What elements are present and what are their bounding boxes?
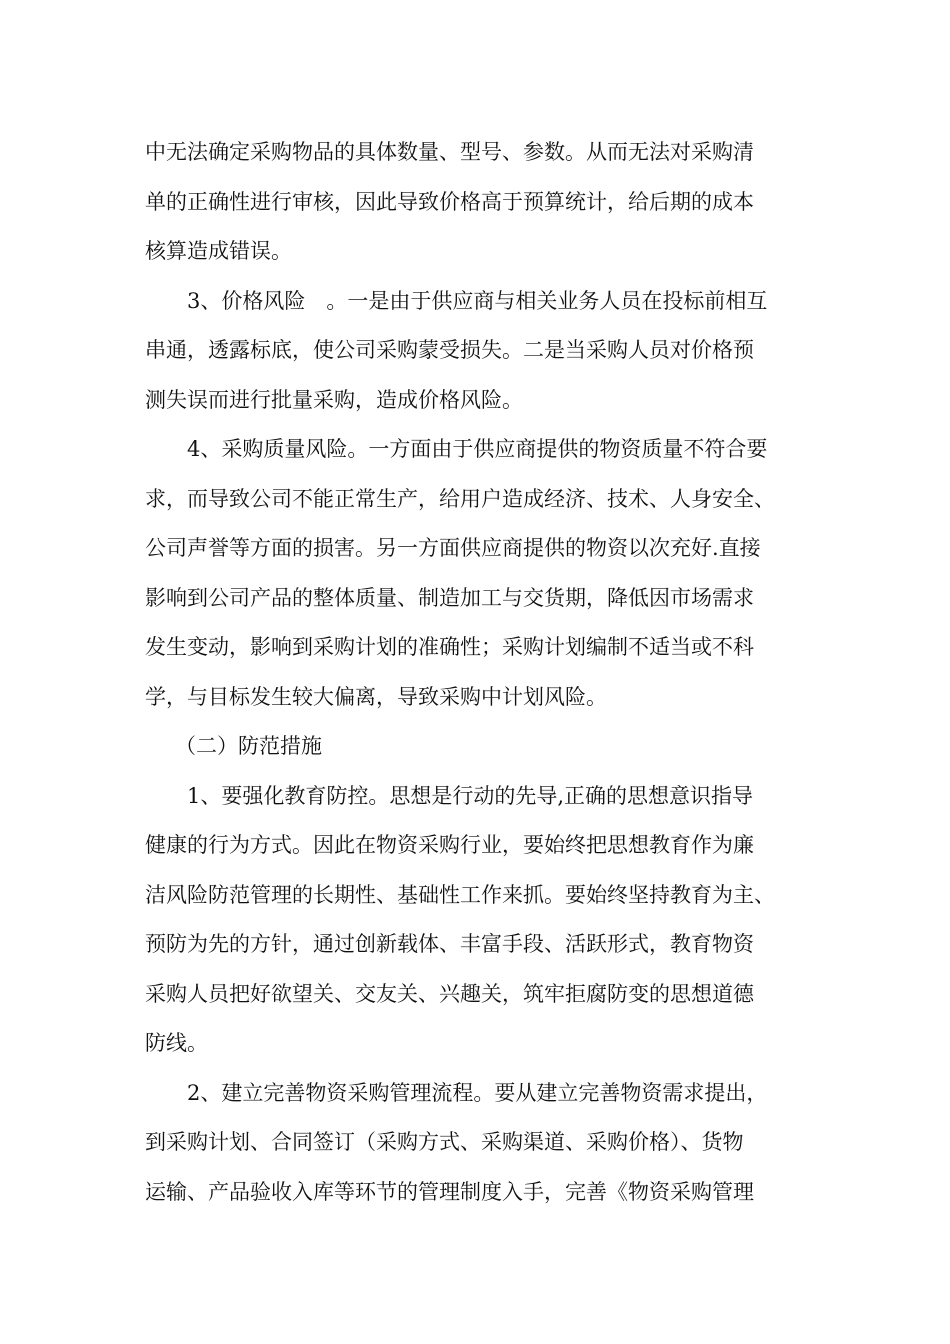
text-line: 运输、产品验收入库等环节的管理制度入手，完善《物资采购管理 (145, 1179, 754, 1204)
text-line: 4、采购质量风险。一方面由于供应商提供的物资质量不符合要 (187, 437, 768, 461)
section-heading (145, 722, 827, 772)
paragraph-procurement-process (145, 1069, 827, 1218)
text-line: 预防为先的方针，通过创新载体、丰富手段、活跃形式，教育物资 (145, 932, 754, 956)
paragraph-quality-risk (145, 425, 827, 722)
text-line: 测失误而进行批量采购，造成价格风险。 (145, 387, 523, 412)
text-line: 3、价格风险 。一是由于供应商与相关业务人员在投标前相互 (187, 288, 768, 313)
body-text (145, 128, 827, 1217)
text-line: 串通，透露标底，使公司采购蒙受损失。二是当采购人员对价格预 (145, 338, 754, 362)
text-line: 健康的行为方式。因此在物资采购行业，要始终把思想教育作为廉 (145, 833, 754, 857)
text-line: 到采购计划、合同签订（采购方式、采购渠道、采购价格）、货物 (145, 1130, 744, 1154)
text-line: 单的正确性进行审核，因此导致价格高于预算统计，给后期的成本 (145, 189, 754, 214)
paragraph-continuation (145, 128, 827, 277)
text-line: 洁风险防范管理的长期性、基础性工作来抓。要始终坚持教育为主、 (145, 882, 775, 907)
text-line: 2、建立完善物资采购管理流程。要从建立完善物资需求提出， (187, 1080, 768, 1105)
text-line: 影响到公司产品的整体质量、制造加工与交货期，降低因市场需求 (145, 585, 754, 610)
paragraph-education (145, 772, 827, 1069)
text-line: 核算造成错误。 (145, 239, 292, 263)
text-line: 公司声誉等方面的损害。另一方面供应商提供的物资以次充好.直接 (145, 536, 761, 560)
text-line: 学，与目标发生较大偏离，导致采购中计划风险。 (145, 684, 607, 709)
heading-line: （二）防范措施 (175, 734, 322, 758)
paragraph-price-risk (145, 277, 827, 426)
text-line: 发生变动，影响到采购计划的准确性；采购计划编制不适当或不科 (145, 635, 754, 659)
text-line: 1、要强化教育防控。思想是行动的先导,正确的思想意识指导 (187, 783, 754, 808)
text-line: 求，而导致公司不能正常生产，给用户造成经济、技术、人身安全、 (145, 486, 775, 511)
text-line: 中无法确定采购物品的具体数量、型号、参数。从而无法对采购清 (145, 140, 754, 164)
text-line: 防线。 (145, 1031, 208, 1055)
text-line: 采购人员把好欲望关、交友关、兴趣关，筑牢拒腐防变的思想道德 (145, 981, 754, 1006)
